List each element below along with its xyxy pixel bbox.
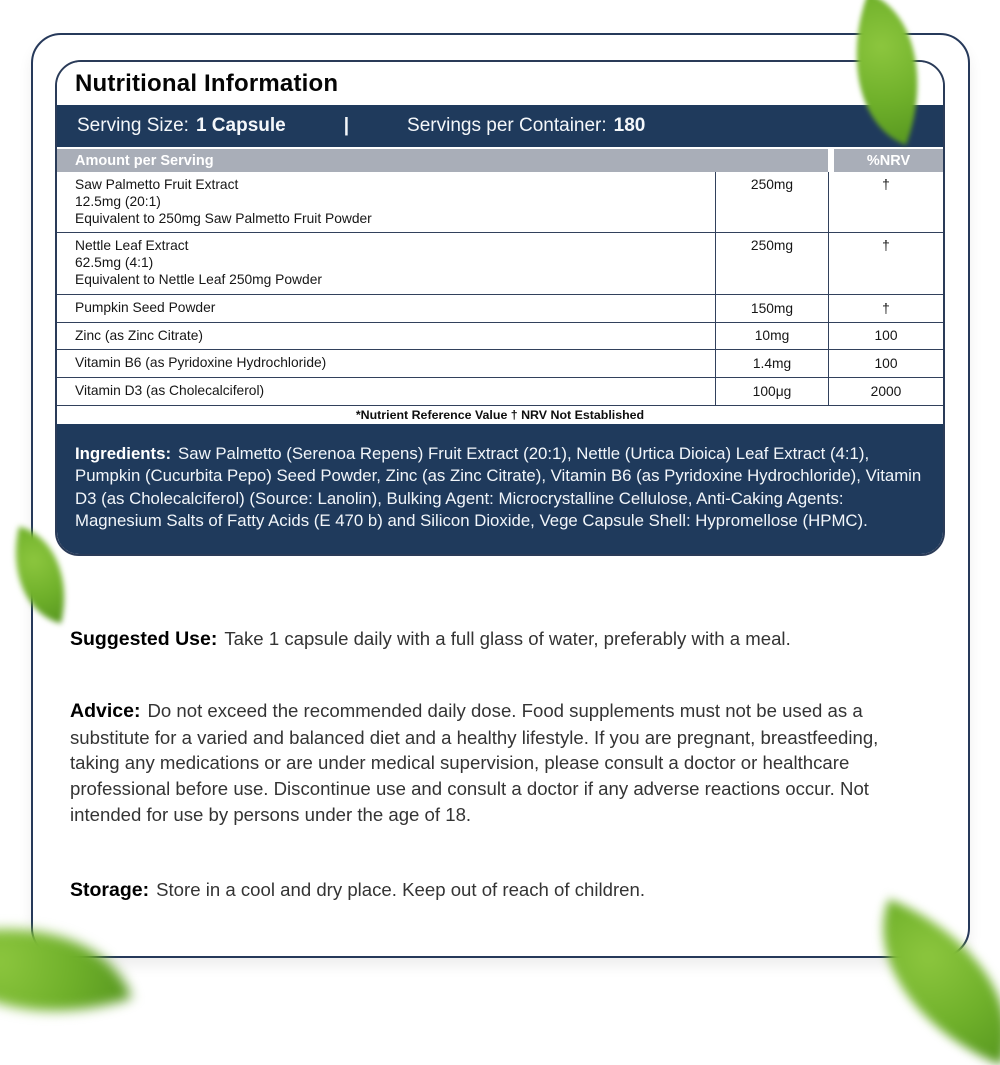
nutrient-nrv: † [828,295,943,322]
section-storage [70,877,918,904]
nutrient-name-line: Pumpkin Seed Powder [75,299,216,315]
nutrient-nrv: † [828,172,943,232]
nutrient-amount: 100μg [715,378,828,405]
storage-label: Storage: [70,879,150,901]
panel-title-row [57,62,943,105]
nutrient-name-line: Zinc (as Zinc Citrate) [75,327,204,343]
nutrient-amount: 10mg [715,323,828,350]
nutrient-name-line: 62.5mg (4:1) [75,255,154,271]
serving-info-bar [57,105,943,147]
serving-size-label: Serving Size: [77,115,189,136]
section-suggested-use [70,626,918,653]
ingredients-text: Saw Palmetto (Serenoa Repens) Fruit Extract (20:1), Nettle (Urtica Dioica) Leaf Extract (4:1), Pumpkin (Cucurbita Pepo) Seed Powder, Zinc (as Zinc Citrate), Vitamin B6 (as Pyridoxine Hydrochloride), Vitamin D3 (as Cholecalciferol) (Source: Lanolin), Bulking Agent: Microcrystalline Cellulose, Anti-Caking Agents: Magnesium Salts of Fatty Acids (E 470 b) and Silicon Dioxide, Vege Capsule Shell: Hypromellose (HPMC). [75,443,922,531]
advice-label: Advice: [70,700,141,722]
nutrient-name-line: Saw Palmetto Fruit Extract [75,177,239,192]
nutrient-amount: 1.4mg [715,350,828,377]
nutrient-name [57,378,715,405]
nutrient-nrv: 2000 [828,378,943,405]
ingredients-label: Ingredients: [75,443,172,463]
section-advice [70,698,918,828]
serving-size-value: 1 Capsule [195,115,286,136]
nutrient-amount: 250mg [715,172,828,232]
table-footnote: *Nutrient Reference Value † NRV Not Established [57,406,943,424]
table-row [57,295,943,323]
nutrient-name [57,323,715,350]
storage-text: Store in a cool and dry place. Keep out of reach of children. [156,879,646,900]
table-header-row [57,147,943,172]
table-row [57,378,943,406]
table-row [57,233,943,294]
nutrient-name [57,350,715,377]
nutrient-name-line: Vitamin B6 (as Pyridoxine Hydrochloride) [75,355,327,371]
nutrient-amount: 150mg [715,295,828,322]
suggested-use-text: Take 1 capsule daily with a full glass of water, preferably with a meal. [224,628,791,649]
table-row [57,172,943,233]
nutrient-nrv: 100 [828,350,943,377]
table-row [57,323,943,351]
nutrient-amount: 250mg [715,233,828,293]
table-row [57,350,943,378]
nutrient-name-line: Nettle Leaf Extract [75,238,189,254]
nutrient-nrv: † [828,233,943,293]
nutrient-name-line: Equivalent to Nettle Leaf 250mg Powder [75,271,322,287]
table-header-amount: Amount per Serving [57,149,828,172]
nutrient-name-line: Equivalent to 250mg Saw Palmetto Fruit Powder [75,210,372,226]
nutrient-nrv: 100 [828,323,943,350]
servings-per-container-value: 180 [613,115,646,136]
nutrient-name-line: Vitamin D3 (as Cholecalciferol) [75,383,265,399]
nutrient-name [57,295,715,322]
advice-text: Do not exceed the recommended daily dose. Food supplements must not be used as a substitute for a varied and balanced diet and a healthy lifestyle. If you are pregnant, breastfeeding, taking any medications or are under medical supervision, please consult a doctor or healthcare professional before use. Discontinue use and consult a doctor if any adverse reactions occur. Not intended for use by persons under the age of 18. [70,700,879,825]
suggested-use-label: Suggested Use: [70,628,218,650]
table-header-nrv: %NRV [834,149,943,172]
nutrient-name-line: 12.5mg (20:1) [75,193,161,209]
serving-separator: | [343,115,350,136]
nutrient-name [57,233,715,293]
nutrient-name [57,172,715,232]
ingredients-box [57,424,943,554]
nutrition-panel [55,60,945,556]
page-title: Nutritional Information [75,69,339,97]
servings-per-container-label: Servings per Container: [407,115,607,136]
